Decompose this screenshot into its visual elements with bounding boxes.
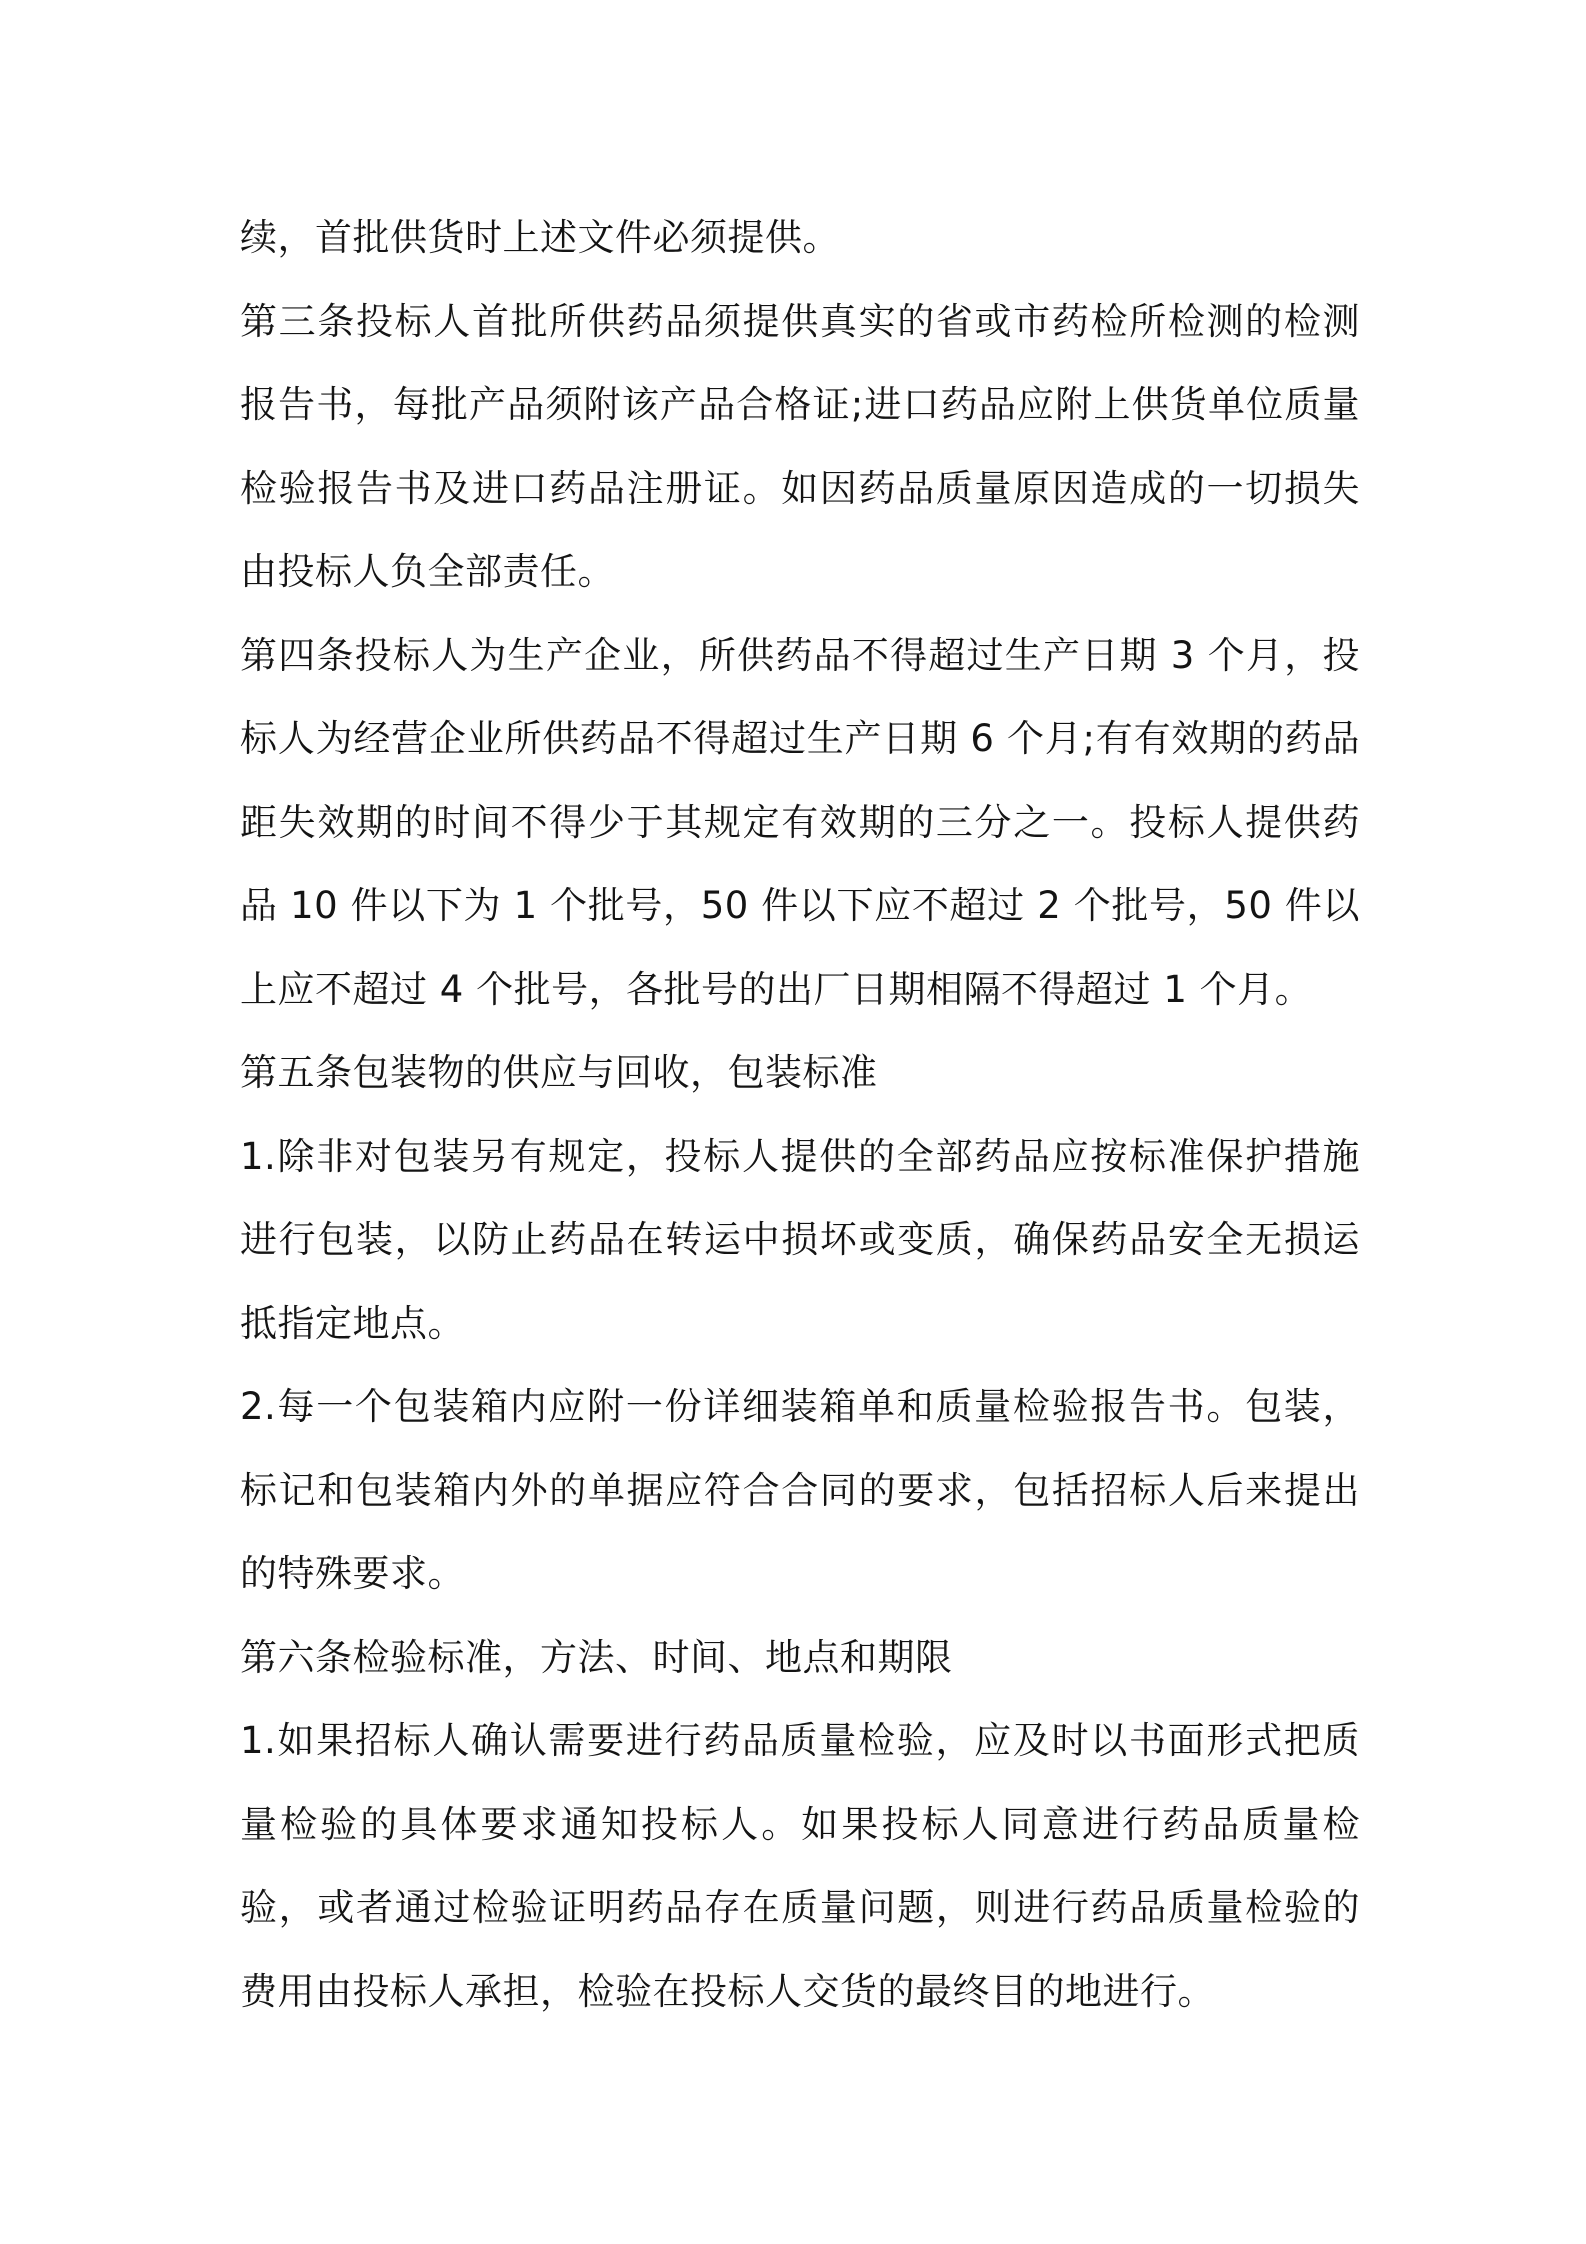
paragraph-article-6-item-1: 1.如果招标人确认需要进行药品质量检验，应及时以书面形式把质量检验的具体要求通知投标人。如果投标人同意进行药品质量检验，或者通过检验证明药品存在质量问题，则进行药品质量检验的费用由投标人承担，检验在投标人交货的最终目的地进行。 xyxy=(240,1719,1360,2013)
document-body xyxy=(240,196,1360,2033)
heading-article-6: 第六条检验标准，方法、时间、地点和期限 xyxy=(240,1635,953,1679)
paragraph-article-5-item-2: 2.每一个包装箱内应附一份详细装箱单和质量检验报告书。包装，标记和包装箱内外的单据应符合合同的要求，包括招标人后来提出的特殊要求。 xyxy=(240,1385,1360,1595)
paragraph-article-3: 第三条投标人首批所供药品须提供真实的省或市药检所检测的检测报告书，每批产品须附该产品合格证;进口药品应附上供货单位质量检验报告书及进口药品注册证。如因药品质量原因造成的一切损失由投标人负全部责任。 xyxy=(240,299,1360,593)
paragraph-article-4: 第四条投标人为生产企业，所供药品不得超过生产日期 3 个月，投标人为经营企业所供药品不得超过生产日期 6 个月;有有效期的药品距失效期的时间不得少于其规定有效期的三分之一。投标人提供药品 10 件以下为 1 个批号，50 件以下应不超过 2 个批号，50 件以上应不超过 4 个批号，各批号的出厂日期相隔不得超过 1 个月。 xyxy=(240,633,1360,1011)
paragraph-article-5-item-1: 1.除非对包装另有规定，投标人提供的全部药品应按标准保护措施进行包装，以防止药品在转运中损坏或变质，确保药品安全无损运抵指定地点。 xyxy=(240,1134,1360,1345)
heading-article-5: 第五条包装物的供应与回收，包装标准 xyxy=(240,1051,878,1094)
paragraph-continuation: 续，首批供货时上述文件必须提供。 xyxy=(240,216,840,259)
